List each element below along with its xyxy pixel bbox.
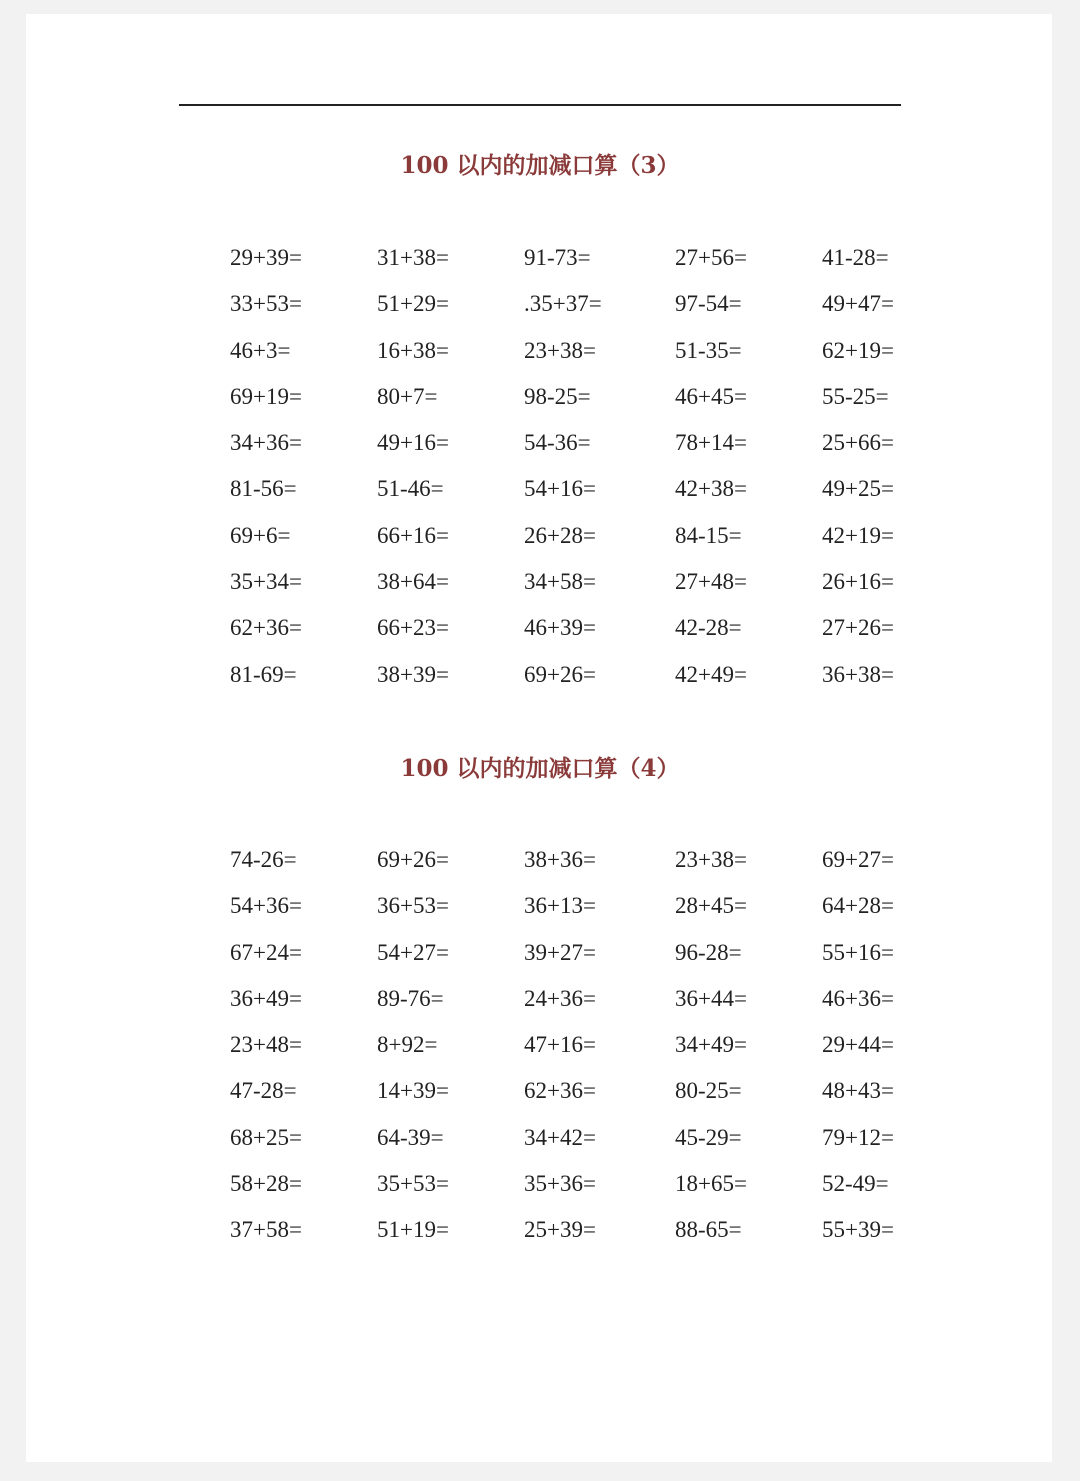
arithmetic-problem: 25+66= [822, 430, 894, 456]
arithmetic-problem: 36+53= [377, 893, 449, 919]
arithmetic-problem: 69+27= [822, 847, 894, 872]
arithmetic-problem: 28+45= [675, 893, 747, 919]
arithmetic-problem: 55+39= [822, 1217, 894, 1243]
arithmetic-problem: 62+36= [524, 1078, 596, 1104]
arithmetic-problem: 54-36= [524, 430, 591, 456]
problem-row [230, 521, 950, 567]
arithmetic-problem: 55-25= [822, 383, 889, 409]
arithmetic-problem: 14+39= [377, 1078, 449, 1104]
arithmetic-problem: 26+28= [524, 522, 596, 548]
arithmetic-problem: 80+7= [377, 383, 438, 409]
arithmetic-problem: 69+19= [230, 383, 302, 409]
arithmetic-problem: 34+49= [675, 1032, 747, 1058]
arithmetic-problem: 97-54= [675, 291, 742, 317]
arithmetic-problem: 16+38= [377, 337, 449, 363]
problem-row [230, 474, 950, 520]
problem-row [230, 243, 950, 289]
arithmetic-problem: 68+25= [230, 1124, 302, 1150]
header-rule [179, 104, 901, 106]
problem-row [230, 1076, 950, 1122]
problem-grid [230, 243, 950, 706]
problem-row [230, 984, 950, 1030]
problem-row [230, 660, 950, 706]
arithmetic-problem: 81-69= [230, 661, 297, 687]
arithmetic-problem: 81-56= [230, 476, 297, 502]
arithmetic-problem: 29+39= [230, 245, 302, 270]
arithmetic-problem: 49+25= [822, 476, 894, 502]
arithmetic-problem: 98-25= [524, 383, 591, 409]
arithmetic-problem: 88-65= [675, 1217, 742, 1243]
arithmetic-problem: 54+27= [377, 939, 449, 965]
arithmetic-problem: 69+6= [230, 522, 291, 548]
arithmetic-problem: 42+19= [822, 522, 894, 548]
arithmetic-problem: 54+36= [230, 893, 302, 919]
arithmetic-problem: 46+45= [675, 383, 747, 409]
section-title: 100 以内的加减口算（4） [400, 755, 680, 782]
problem-row [230, 336, 950, 382]
problem-row [230, 382, 950, 428]
problem-row [230, 289, 950, 335]
arithmetic-problem: 64-39= [377, 1124, 444, 1150]
arithmetic-problem: 31+38= [377, 245, 449, 270]
arithmetic-problem: 69+26= [377, 847, 449, 872]
arithmetic-problem: 27+26= [822, 615, 894, 641]
arithmetic-problem: 35+53= [377, 1171, 449, 1197]
arithmetic-problem: 42-28= [675, 615, 742, 641]
arithmetic-problem: 49+16= [377, 430, 449, 456]
problem-row [230, 1123, 950, 1169]
arithmetic-problem: 52-49= [822, 1171, 889, 1197]
arithmetic-problem: 18+65= [675, 1171, 747, 1197]
arithmetic-problem: 51-35= [675, 337, 742, 363]
arithmetic-problem: 51+29= [377, 291, 449, 317]
arithmetic-problem: 8+92= [377, 1032, 438, 1058]
arithmetic-problem: 66+16= [377, 522, 449, 548]
arithmetic-problem: 24+36= [524, 985, 596, 1011]
arithmetic-problem: 35+36= [524, 1171, 596, 1197]
arithmetic-problem: 64+28= [822, 893, 894, 919]
problem-row [230, 613, 950, 659]
arithmetic-problem: 23+48= [230, 1032, 302, 1058]
arithmetic-problem: 62+19= [822, 337, 894, 363]
arithmetic-problem: 91-73= [524, 245, 591, 270]
arithmetic-problem: 41-28= [822, 245, 889, 270]
arithmetic-problem: 38+64= [377, 569, 449, 595]
arithmetic-problem: 37+58= [230, 1217, 302, 1243]
arithmetic-problem: 54+16= [524, 476, 596, 502]
arithmetic-problem: 80-25= [675, 1078, 742, 1104]
arithmetic-problem: 67+24= [230, 939, 302, 965]
arithmetic-problem: 69+26= [524, 661, 596, 687]
arithmetic-problem: 96-28= [675, 939, 742, 965]
arithmetic-problem: 42+49= [675, 661, 747, 687]
problem-row [230, 1215, 950, 1261]
arithmetic-problem: 27+56= [675, 245, 747, 270]
problem-grid [230, 845, 950, 1262]
arithmetic-problem: 36+49= [230, 985, 302, 1011]
arithmetic-problem: 51-46= [377, 476, 444, 502]
arithmetic-problem: 51+19= [377, 1217, 449, 1243]
arithmetic-problem: 23+38= [675, 847, 747, 872]
arithmetic-problem: 47-28= [230, 1078, 297, 1104]
problem-row [230, 428, 950, 474]
arithmetic-problem: 35+34= [230, 569, 302, 595]
arithmetic-problem: 62+36= [230, 615, 302, 641]
arithmetic-problem: 46+36= [822, 985, 894, 1011]
arithmetic-problem: 38+39= [377, 661, 449, 687]
problem-row [230, 891, 950, 937]
arithmetic-problem: 55+16= [822, 939, 894, 965]
arithmetic-problem: 34+58= [524, 569, 596, 595]
arithmetic-problem: 36+44= [675, 985, 747, 1011]
section-title: 100 以内的加减口算（3） [400, 152, 680, 179]
problem-row [230, 567, 950, 613]
arithmetic-problem: 89-76= [377, 985, 444, 1011]
arithmetic-problem: 46+3= [230, 337, 291, 363]
arithmetic-problem: 42+38= [675, 476, 747, 502]
problem-row [230, 1030, 950, 1076]
arithmetic-problem: 84-15= [675, 522, 742, 548]
arithmetic-problem: .35+37= [524, 291, 602, 317]
problem-row [230, 938, 950, 984]
arithmetic-problem: 26+16= [822, 569, 894, 595]
problem-row [230, 1169, 950, 1215]
arithmetic-problem: 39+27= [524, 939, 596, 965]
problem-row [230, 845, 950, 891]
arithmetic-problem: 33+53= [230, 291, 302, 317]
arithmetic-problem: 58+28= [230, 1171, 302, 1197]
arithmetic-problem: 49+47= [822, 291, 894, 317]
arithmetic-problem: 38+36= [524, 847, 596, 872]
arithmetic-problem: 66+23= [377, 615, 449, 641]
arithmetic-problem: 45-29= [675, 1124, 742, 1150]
arithmetic-problem: 36+38= [822, 661, 894, 687]
arithmetic-problem: 36+13= [524, 893, 596, 919]
arithmetic-problem: 74-26= [230, 847, 297, 872]
arithmetic-problem: 78+14= [675, 430, 747, 456]
arithmetic-problem: 47+16= [524, 1032, 596, 1058]
arithmetic-problem: 34+36= [230, 430, 302, 456]
arithmetic-problem: 46+39= [524, 615, 596, 641]
arithmetic-problem: 48+43= [822, 1078, 894, 1104]
arithmetic-problem: 79+12= [822, 1124, 894, 1150]
arithmetic-problem: 34+42= [524, 1124, 596, 1150]
arithmetic-problem: 27+48= [675, 569, 747, 595]
arithmetic-problem: 29+44= [822, 1032, 894, 1058]
arithmetic-problem: 25+39= [524, 1217, 596, 1243]
arithmetic-problem: 23+38= [524, 337, 596, 363]
